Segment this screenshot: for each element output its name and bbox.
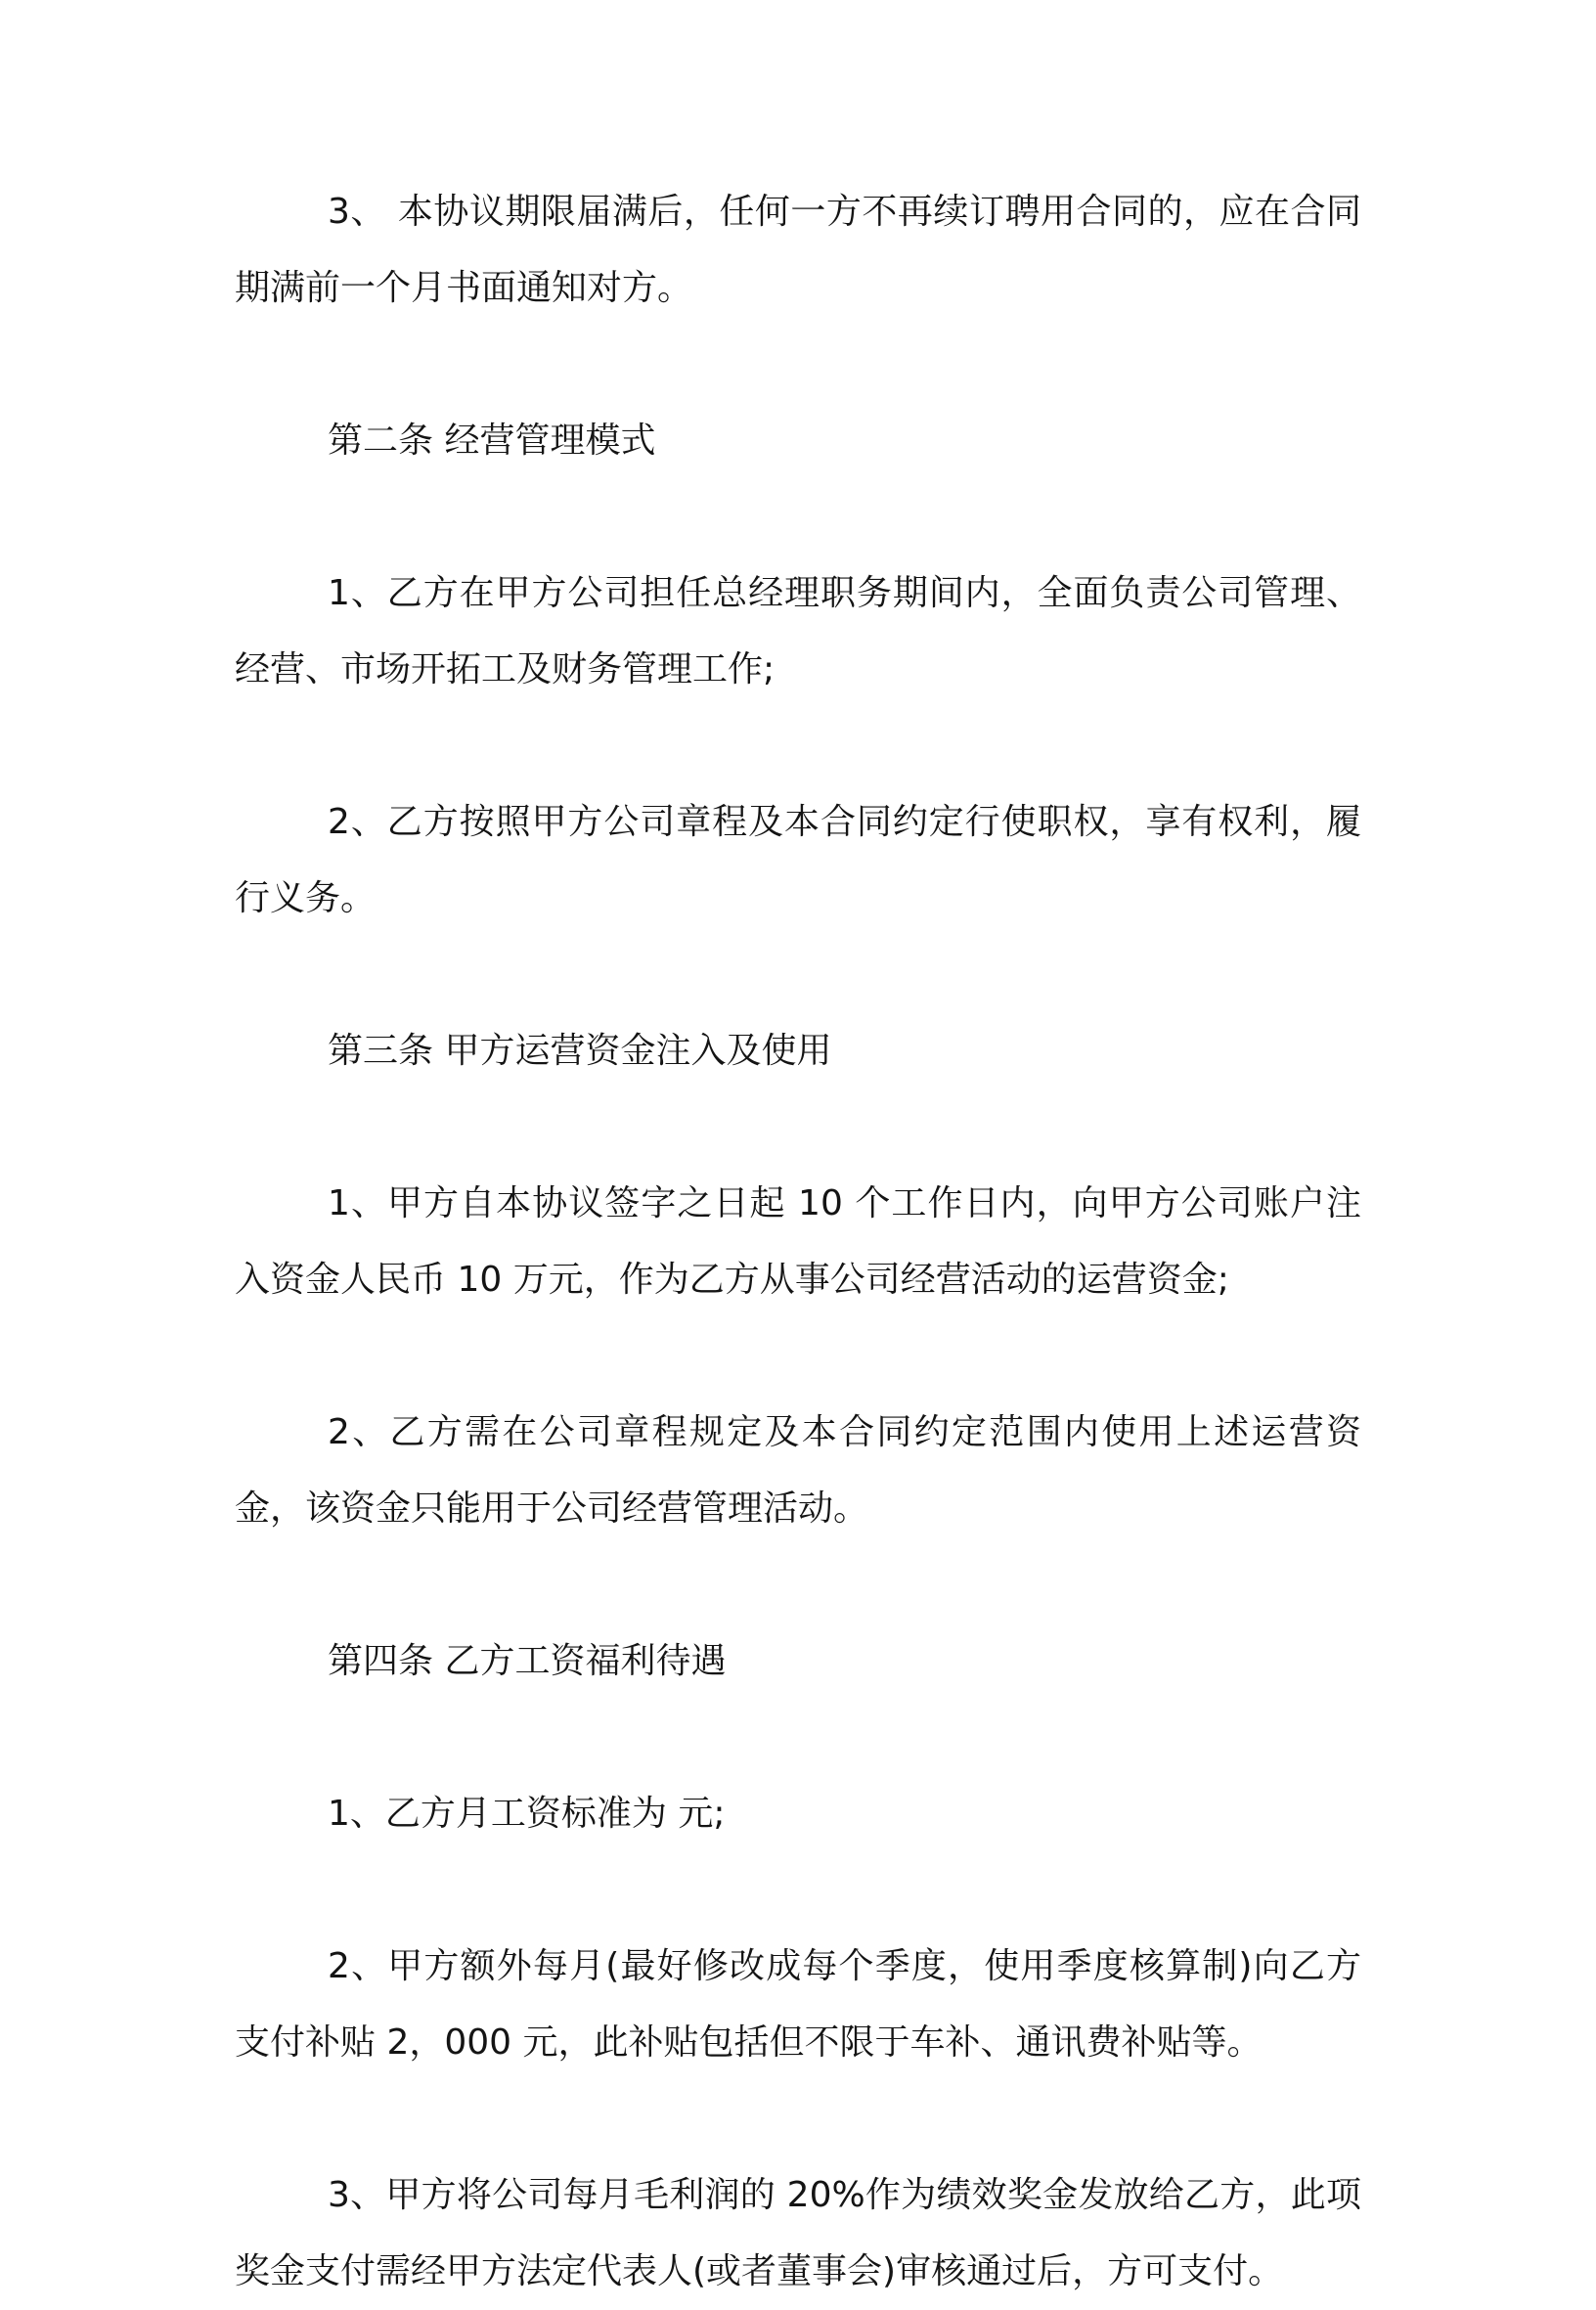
spacer xyxy=(235,1700,1361,1776)
paragraph-performance-bonus: 3、甲方将公司每月毛利润的 20%作为绩效奖金发放给乙方，此项奖金支付需经甲方法定代表人(或者董事会)审核通过后，方可支付。 xyxy=(235,2175,1361,2291)
paragraph-capital-usage: 2、乙方需在公司章程规定及本合同约定范围内使用上述运营资金，该资金只能用于公司经营管理活动。 xyxy=(235,1412,1361,1529)
spacer xyxy=(235,1547,1361,1623)
spacer xyxy=(235,937,1361,1013)
spacer xyxy=(235,327,1361,403)
paragraph-capital-injection: 1、甲方自本协议签字之日起 10 个工作日内，向甲方公司账户注入资金人民币 10 万元，作为乙方从事公司经营活动的运营资金; xyxy=(235,1183,1361,1300)
section-heading-article-4: 第四条 乙方工资福利待遇 xyxy=(328,1641,727,1681)
spacer xyxy=(235,1089,1361,1166)
spacer xyxy=(235,1318,1361,1395)
paragraph-allowance: 2、甲方额外每月(最好修改成每个季度，使用季度核算制)向乙方支付补贴 2，000 元，此补贴包括但不限于车补、通讯费补贴等。 xyxy=(235,1946,1361,2063)
spacer xyxy=(235,1852,1361,1929)
paragraph-term-renewal-notice: 3、 本协议期限届满后，任何一方不再续订聘用合同的，应在合同期满前一个月书面通知对方。 xyxy=(235,192,1361,308)
paragraph-rights-obligations: 2、乙方按照甲方公司章程及本合同约定行使职权，享有权利，履行义务。 xyxy=(235,802,1361,918)
paragraph-management-duties: 1、乙方在甲方公司担任总经理职务期间内，全面负责公司管理、经营、市场开拓工及财务管理工作; xyxy=(235,573,1361,689)
spacer xyxy=(235,2081,1361,2157)
section-heading-article-2: 第二条 经营管理模式 xyxy=(328,421,656,461)
spacer xyxy=(235,708,1361,784)
spacer xyxy=(235,479,1361,555)
section-heading-article-3: 第三条 甲方运营资金注入及使用 xyxy=(328,1031,832,1071)
paragraph-monthly-salary: 1、乙方月工资标准为 元; xyxy=(328,1794,726,1834)
